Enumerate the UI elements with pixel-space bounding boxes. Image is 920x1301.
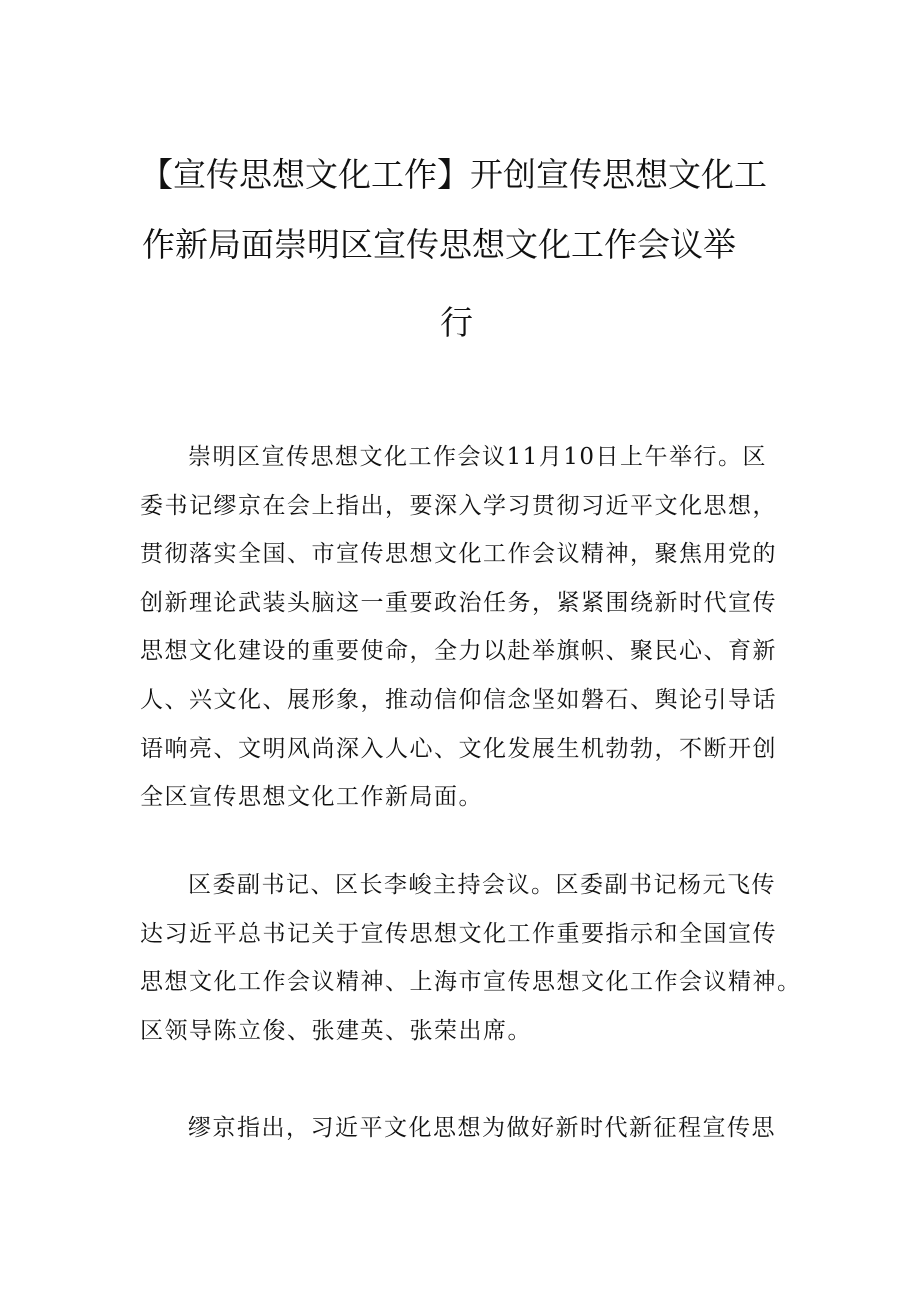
paragraph-line: 全区宣传思想文化工作新局面。 — [140, 784, 483, 811]
title-line: 【宣传思想文化工作】开创宣传思想文化工 — [140, 155, 767, 194]
title-line: 作新局面崇明区宣传思想文化工作会议举 — [142, 225, 736, 264]
paragraph-line: 达习近平总书记关于宣传思想文化工作重要指示和全国宣传 — [140, 920, 777, 947]
paragraph-line: 贯彻落实全国、市宣传思想文化工作会议精神，聚焦用党的 — [140, 541, 777, 568]
paragraph-line: 区委副书记、区长李峻主持会议。区委副书记杨元飞传 — [188, 872, 776, 898]
paragraph-line: 区领导陈立俊、张建英、张荣出席。 — [140, 1017, 532, 1044]
paragraph-line: 思想文化工作会议精神、上海市宣传思想文化工作会议精神。 — [140, 969, 802, 996]
paragraph-line: 创新理论武装头脑这一重要政治任务，紧紧围绕新时代宣传 — [140, 589, 777, 616]
paragraph-1 — [140, 433, 800, 822]
paragraph-line: 人、兴文化、展形象，推动信仰信念坚如磐石、舆论引导话 — [140, 686, 777, 713]
paragraph-3 — [140, 1104, 800, 1153]
document-title — [140, 140, 790, 366]
paragraph-2 — [140, 861, 800, 1055]
paragraph-line: 语响亮、文明风尚深入人心、文化发展生机勃勃，不断开创 — [140, 735, 777, 762]
paragraph-line: 思想文化建设的重要使命，全力以赴举旗帜、聚民心、育新 — [140, 638, 777, 665]
paragraph-line: 崇明区宣传思想文化工作会议11月10日上午举行。区 — [188, 444, 768, 470]
title-line: 行 — [440, 303, 473, 342]
paragraph-line: 委书记缪京在会上指出，要深入学习贯彻习近平文化思想， — [140, 492, 777, 519]
paragraph-line: 缪京指出，习近平文化思想为做好新时代新征程宣传思 — [188, 1115, 776, 1141]
